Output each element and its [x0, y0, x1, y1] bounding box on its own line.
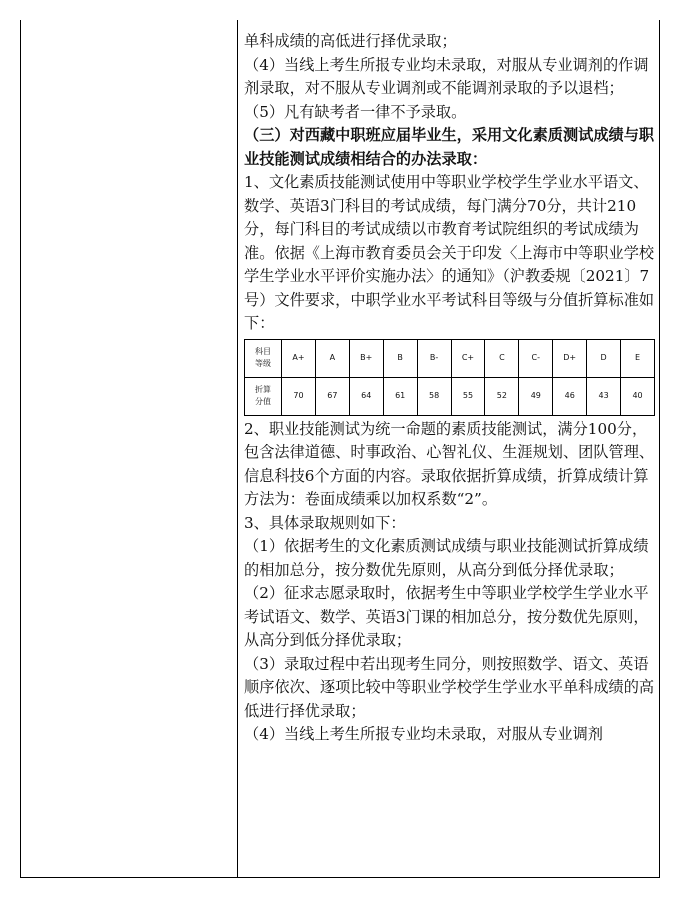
- grade-cell: B: [383, 339, 417, 377]
- paragraph: 1、文化素质技能测试使用中等职业学校学生学业水平语文、数学、英语3门科目的考试成绩，每门满分70分，共计210分，每门科目的考试成绩以市教育考试院组织的考试成绩为准。依据《上海市教育委员会关于印发〈上海市中等职业学校学生学业水平评价实施办法〉的通知》（沪教委规〔2021〕7号）文件要求，中职学业水平考试科目等级与分值折算标准如下：: [244, 173, 655, 332]
- score-cell: 64: [349, 377, 383, 415]
- grade-cell: E: [621, 339, 655, 377]
- paragraph: （5）凡有缺考者一律不予录取。: [244, 102, 467, 121]
- paragraph: （4）当线上考生所报专业均未录取，对服从专业调剂的作调剂录取，对不服从专业调剂或不能调剂录取的予以退档；: [244, 55, 649, 97]
- score-cell: 52: [485, 377, 519, 415]
- grade-cell: C-: [519, 339, 553, 377]
- grade-cell: A+: [282, 339, 316, 377]
- document-content: [244, 30, 656, 747]
- table-row: [245, 339, 655, 377]
- table-row: [245, 377, 655, 415]
- section-heading: （三）对西藏中职班应届毕业生，采用文化素质测试成绩与职业技能测试成绩相结合的办法录取：: [244, 126, 655, 168]
- score-cell: 70: [282, 377, 316, 415]
- score-cell: 67: [315, 377, 349, 415]
- score-cell: 49: [519, 377, 553, 415]
- grade-cell: C: [485, 339, 519, 377]
- column-divider: [237, 20, 238, 878]
- score-cell: 55: [451, 377, 485, 415]
- score-cell: 58: [417, 377, 451, 415]
- paragraph: 3、具体录取规则如下：: [244, 513, 406, 532]
- grade-cell: B-: [417, 339, 451, 377]
- paragraph: （1）依据考生的文化素质测试成绩与职业技能测试折算成绩的相加总分，按分数优先原则，从高分到低分择优录取；: [244, 537, 649, 579]
- grade-conversion-table: [244, 339, 655, 416]
- grade-cell: B+: [349, 339, 383, 377]
- score-cell: 61: [383, 377, 417, 415]
- grade-cell: A: [315, 339, 349, 377]
- row-header-score: 折算 分值: [245, 377, 282, 415]
- paragraph: （2）征求志愿录取时，依据考生中等职业学校学生学业水平考试语文、数学、英语3门课的相加总分，按分数优先原则，从高分到低分择优录取；: [244, 584, 649, 649]
- grade-cell: D: [587, 339, 621, 377]
- row-header-grade: 科目 等级: [245, 339, 282, 377]
- grade-cell: C+: [451, 339, 485, 377]
- paragraph: （4）当线上考生所报专业均未录取，对服从专业调剂: [244, 725, 603, 743]
- paragraph: 2、职业技能测试为统一命题的素质技能测试，满分100分，包含法律道德、时事政治、心智礼仪、生涯规划、团队管理、信息科技6个方面的内容。录取依据折算成绩，折算成绩计算方法为：卷面成绩乘以加权系数“2”。: [244, 419, 655, 508]
- score-cell: 46: [553, 377, 587, 415]
- grade-cell: D+: [553, 339, 587, 377]
- paragraph: 单科成绩的高低进行择优录取；: [244, 32, 457, 50]
- score-cell: 43: [587, 377, 621, 415]
- paragraph: （3）录取过程中若出现考生同分，则按照数学、语文、英语顺序依次、逐项比较中等职业学校学生学业水平单科成绩的高低进行择优录取；: [244, 654, 655, 720]
- score-cell: 40: [621, 377, 655, 415]
